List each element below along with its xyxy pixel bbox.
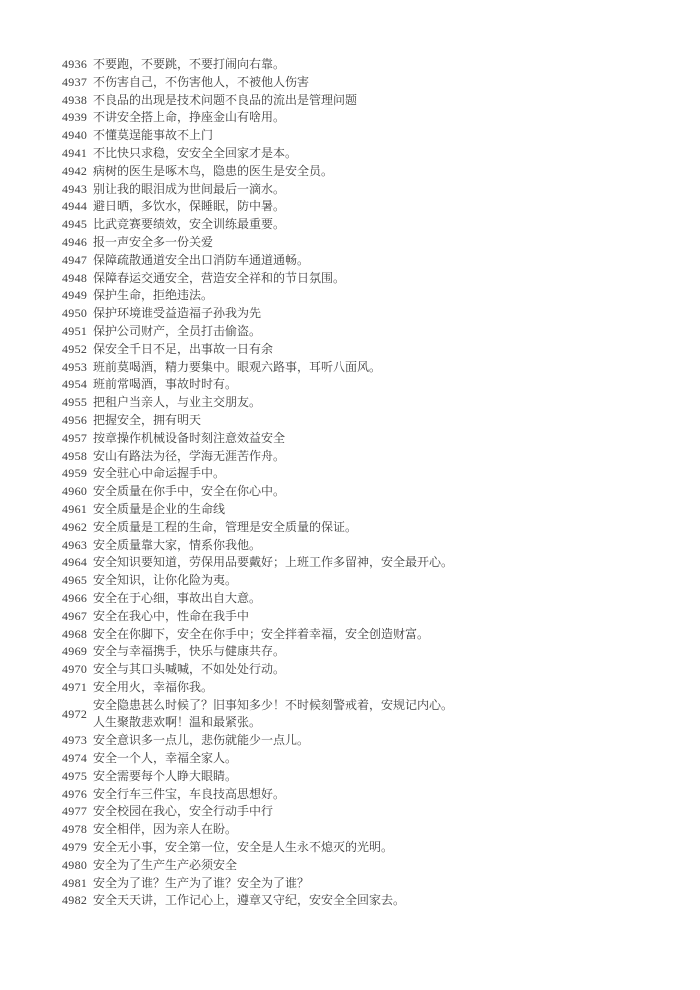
list-item bbox=[62, 768, 676, 786]
item-text-line: 安全一个人，幸福全家人。 bbox=[93, 751, 238, 766]
list-item bbox=[62, 323, 676, 341]
list-item bbox=[62, 590, 676, 608]
item-number: 4960 bbox=[62, 484, 88, 499]
item-text-line: 安全与幸福携手，快乐与健康共存。 bbox=[93, 644, 286, 659]
item-number: 4967 bbox=[62, 608, 88, 623]
item-text-line: 避日晒，多饮水，保睡眠，防中暑。 bbox=[93, 199, 286, 214]
item-text bbox=[93, 750, 237, 768]
item-text bbox=[93, 74, 309, 92]
item-number: 4943 bbox=[62, 181, 88, 196]
list-item bbox=[62, 74, 676, 92]
item-text bbox=[93, 394, 261, 412]
list-item bbox=[62, 412, 676, 430]
item-text bbox=[93, 626, 429, 644]
list-item bbox=[62, 394, 676, 412]
list-item bbox=[62, 572, 676, 590]
item-number: 4936 bbox=[62, 57, 88, 71]
item-number: 4972 bbox=[62, 706, 88, 721]
item-number: 4976 bbox=[62, 786, 88, 801]
item-text-line: 安全为了谁？生产为了谁？安全为了谁？ bbox=[93, 875, 310, 890]
list-item bbox=[62, 697, 676, 733]
item-text bbox=[93, 679, 213, 697]
item-number: 4952 bbox=[62, 341, 88, 356]
item-text bbox=[93, 875, 309, 893]
item-text-line: 安全知识，让你化险为夷。 bbox=[93, 573, 238, 588]
item-text-line: 安全在我心中，性命在我手中 bbox=[93, 608, 250, 623]
item-number: 4957 bbox=[62, 430, 88, 445]
item-number: 4964 bbox=[62, 555, 88, 570]
item-number: 4977 bbox=[62, 804, 88, 819]
item-text bbox=[93, 92, 357, 110]
item-text bbox=[93, 127, 213, 145]
item-text-line: 安全意识多一点儿，悲伤就能少一点儿。 bbox=[93, 733, 310, 748]
list-item bbox=[62, 732, 676, 750]
item-text-line: 安全相伴，因为亲人在盼。 bbox=[93, 822, 238, 837]
item-text-line: 安全知识要知道，劳保用品要戴好；上班工作多留神，安全最开心。 bbox=[93, 555, 454, 570]
item-text-line: 按章操作机械设备时刻注意效益安全 bbox=[93, 430, 286, 445]
list-item bbox=[62, 181, 676, 199]
list-item bbox=[62, 661, 676, 679]
item-text bbox=[93, 519, 357, 537]
item-number: 4951 bbox=[62, 323, 88, 338]
item-text bbox=[93, 661, 285, 679]
list-item bbox=[62, 430, 676, 448]
item-number: 4980 bbox=[62, 857, 88, 872]
slogan-list bbox=[62, 56, 676, 910]
list-item bbox=[62, 803, 676, 821]
item-text bbox=[93, 252, 309, 270]
item-text-line: 安全在你脚下，安全在你手中；安全拌着幸福，安全创造财富。 bbox=[93, 626, 430, 641]
item-text bbox=[93, 448, 285, 466]
item-text-line: 保护环境谁受益造福子孙我为先 bbox=[93, 306, 262, 321]
item-text bbox=[93, 608, 249, 626]
list-item bbox=[62, 341, 676, 359]
item-text-line: 人生聚散悲欢啊！温和最紧张。 bbox=[93, 715, 262, 730]
item-text bbox=[93, 145, 297, 163]
item-text bbox=[93, 821, 237, 839]
list-item bbox=[62, 483, 676, 501]
list-item bbox=[62, 626, 676, 644]
item-text bbox=[93, 501, 225, 519]
item-text-line: 安全与其口头喊喊，不如处处行动。 bbox=[93, 662, 286, 677]
item-text bbox=[93, 430, 285, 448]
list-item bbox=[62, 234, 676, 252]
list-item bbox=[62, 519, 676, 537]
list-item bbox=[62, 127, 676, 145]
item-text bbox=[93, 732, 309, 750]
item-number: 4939 bbox=[62, 110, 88, 125]
item-text-line: 安全质量是企业的生命线 bbox=[93, 501, 226, 516]
item-number: 4945 bbox=[62, 217, 88, 232]
item-number: 4959 bbox=[62, 466, 88, 481]
item-text-line: 安全用火，幸福你我。 bbox=[93, 679, 214, 694]
list-item bbox=[62, 92, 676, 110]
item-text-line: 保安全千日不足，出事故一日有余 bbox=[93, 341, 274, 356]
item-text-line: 安全质量在你手中，安全在你心中。 bbox=[93, 484, 286, 499]
item-number: 4950 bbox=[62, 306, 88, 321]
list-item bbox=[62, 537, 676, 555]
item-text-line: 保障疏散通道安全出口消防车通道通畅。 bbox=[93, 252, 310, 267]
item-text bbox=[93, 412, 201, 430]
item-text bbox=[93, 56, 285, 74]
item-number: 4948 bbox=[62, 270, 88, 285]
item-text-line: 比武竞赛要绩效，安全训练最重要。 bbox=[93, 217, 286, 232]
item-text-line: 班前常喝酒，事故时时有。 bbox=[93, 377, 238, 392]
list-item bbox=[62, 163, 676, 181]
list-item bbox=[62, 875, 676, 893]
item-text-line: 把租户当亲人，与业主交朋友。 bbox=[93, 395, 262, 410]
list-item bbox=[62, 448, 676, 466]
item-text-line: 安全驻心中命运握手中。 bbox=[93, 466, 226, 481]
item-text-line: 不懂莫逞能事故不上门 bbox=[93, 128, 214, 143]
list-item bbox=[62, 857, 676, 875]
list-item bbox=[62, 554, 676, 572]
item-text bbox=[93, 198, 285, 216]
item-text bbox=[93, 270, 345, 288]
item-text bbox=[93, 786, 285, 804]
list-item bbox=[62, 198, 676, 216]
item-text-line: 安全质量靠大家，情系你我他。 bbox=[93, 537, 262, 552]
item-number: 4963 bbox=[62, 537, 88, 552]
list-item bbox=[62, 109, 676, 127]
list-item bbox=[62, 252, 676, 270]
item-text-line: 把握安全，拥有明天 bbox=[93, 412, 202, 427]
item-number: 4974 bbox=[62, 751, 88, 766]
item-number: 4978 bbox=[62, 822, 88, 837]
item-text-line: 安山有路法为径，学海无涯苦作舟。 bbox=[93, 448, 286, 463]
item-text bbox=[93, 109, 285, 127]
item-text-line: 不良品的出现是技术问题不良品的流出是管理问题 bbox=[93, 92, 358, 107]
list-item bbox=[62, 145, 676, 163]
item-text-line: 保护公司财产，全员打击偷盗。 bbox=[93, 323, 262, 338]
list-item bbox=[62, 359, 676, 377]
list-item bbox=[62, 465, 676, 483]
item-text-line: 安全在于心细，事故出自大意。 bbox=[93, 590, 262, 605]
item-text bbox=[93, 643, 285, 661]
list-item bbox=[62, 679, 676, 697]
item-number: 4970 bbox=[62, 662, 88, 677]
item-text bbox=[93, 216, 285, 234]
item-text bbox=[93, 376, 237, 394]
item-text-line: 安全质量是工程的生命，管理是安全质量的保证。 bbox=[93, 519, 358, 534]
item-text bbox=[93, 465, 225, 483]
list-item bbox=[62, 892, 676, 910]
item-number: 4973 bbox=[62, 733, 88, 748]
item-number: 4938 bbox=[62, 92, 88, 107]
item-number: 4979 bbox=[62, 840, 88, 855]
item-number: 4949 bbox=[62, 288, 88, 303]
list-item bbox=[62, 839, 676, 857]
item-number: 4940 bbox=[62, 128, 88, 143]
item-number: 4955 bbox=[62, 395, 88, 410]
item-number: 4941 bbox=[62, 145, 88, 160]
list-item bbox=[62, 786, 676, 804]
item-text bbox=[93, 554, 453, 572]
item-text bbox=[93, 163, 333, 181]
item-text-line: 不伤害自己，不伤害他人，不被他人伤害 bbox=[93, 74, 310, 89]
item-text bbox=[93, 697, 453, 733]
item-number: 4966 bbox=[62, 590, 88, 605]
item-text-line: 安全隐患甚么时候了？旧事知多少！不时候刻警戒着，安规记内心。 bbox=[93, 697, 454, 712]
item-number: 4961 bbox=[62, 501, 88, 516]
item-text bbox=[93, 839, 393, 857]
item-text-line: 安全为了生产生产必须安全 bbox=[93, 857, 238, 872]
item-number: 4954 bbox=[62, 377, 88, 392]
item-number: 4962 bbox=[62, 519, 88, 534]
list-item bbox=[62, 608, 676, 626]
item-text bbox=[93, 537, 261, 555]
item-number: 4953 bbox=[62, 359, 88, 374]
item-number: 4956 bbox=[62, 412, 88, 427]
item-text bbox=[93, 359, 381, 377]
item-text bbox=[93, 181, 285, 199]
item-text bbox=[93, 234, 213, 252]
item-text-line: 安全无小事，安全第一位，安全是人生永不熄灭的光明。 bbox=[93, 840, 394, 855]
item-number: 4969 bbox=[62, 644, 88, 659]
item-number: 4937 bbox=[62, 74, 88, 89]
list-item bbox=[62, 376, 676, 394]
item-number: 4942 bbox=[62, 163, 88, 178]
item-text bbox=[93, 287, 213, 305]
list-item bbox=[62, 56, 676, 74]
item-number: 4947 bbox=[62, 252, 88, 267]
item-text-line: 别让我的眼泪成为世间最后一滴水。 bbox=[93, 181, 286, 196]
item-text-line: 报一声安全多一份关爱 bbox=[93, 234, 214, 249]
item-text-line: 安全天天讲，工作记心上，遵章又守纪，安安全全回家去。 bbox=[93, 893, 406, 908]
list-item bbox=[62, 287, 676, 305]
item-text-line: 保护生命，拒绝违法。 bbox=[93, 288, 214, 303]
item-number: 4981 bbox=[62, 875, 88, 890]
item-text-line: 不比快只求稳，安安全全回家才是本。 bbox=[93, 145, 298, 160]
item-text bbox=[93, 768, 237, 786]
item-text bbox=[93, 892, 405, 910]
list-item bbox=[62, 750, 676, 768]
item-number: 4968 bbox=[62, 626, 88, 641]
list-item bbox=[62, 821, 676, 839]
item-text-line: 安全行车三件宝，车良技高思想好。 bbox=[93, 786, 286, 801]
item-text-line: 班前莫喝酒，精力要集中。眼观六路事，耳听八面风。 bbox=[93, 359, 382, 374]
item-number: 4958 bbox=[62, 448, 88, 463]
item-number: 4971 bbox=[62, 679, 88, 694]
item-number: 4944 bbox=[62, 199, 88, 214]
item-text bbox=[93, 572, 237, 590]
item-text bbox=[93, 483, 285, 501]
item-text-line: 安全校园在我心，安全行动手中行 bbox=[93, 804, 274, 819]
item-number: 4946 bbox=[62, 234, 88, 249]
list-item bbox=[62, 643, 676, 661]
list-item bbox=[62, 216, 676, 234]
item-text bbox=[93, 590, 261, 608]
item-text-line: 安全需要每个人睁大眼睛。 bbox=[93, 768, 238, 783]
item-text-line: 病树的医生是啄木鸟，隐患的医生是安全员。 bbox=[93, 163, 334, 178]
item-text bbox=[93, 857, 237, 875]
item-text-line: 不要跑，不要跳，不要打闹向右靠。 bbox=[93, 57, 286, 71]
item-number: 4982 bbox=[62, 893, 88, 908]
item-text bbox=[93, 305, 261, 323]
list-item bbox=[62, 305, 676, 323]
item-text bbox=[93, 323, 261, 341]
list-item bbox=[62, 501, 676, 519]
item-text bbox=[93, 803, 273, 821]
item-text-line: 保障春运交通安全，营造安全祥和的节日氛围。 bbox=[93, 270, 346, 285]
item-number: 4975 bbox=[62, 768, 88, 783]
item-number: 4965 bbox=[62, 573, 88, 588]
list-item bbox=[62, 270, 676, 288]
item-text-line: 不讲安全搭上命，挣座金山有啥用。 bbox=[93, 110, 286, 125]
item-text bbox=[93, 341, 273, 359]
